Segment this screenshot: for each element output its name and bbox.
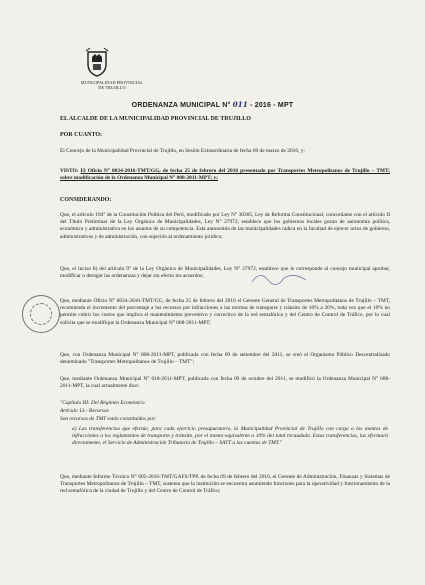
- municipality-name-line2: DE TRUJILLO: [98, 85, 126, 90]
- considerando-paragraph-6: Que, mediante Informe Técnico N° 005-2016-TMT/GAFS/TPP, de fecha 09 de febrero del 2016, el Gerente de Administración, Finanzas y Sistemas de Transportes Metropolitanos de Trujillo – TMT, sustenta que la institución se encuentra asumiendo funciones para la operatividad y funcionamiento de la red semafórica de la ciudad de Trujillo y del Centro de Control de Tráfico;: [60, 474, 390, 495]
- considerando-heading: CONSIDERANDO:: [60, 197, 112, 203]
- visto-label: VISTO:: [60, 168, 79, 174]
- municipality-name: [72, 80, 152, 90]
- chapter-heading: "Capítulo III: Del Régimen Económico: [60, 400, 145, 406]
- visto-text: El Oficio N° 0034-2016-TMT/GG, de fecha 25 de febrero del 2016 presentado por Transportes Metropolitanos de Trujillo – TMT; sobre modificación de la Ordenanza Municipal N° 008-2011-MPT; y;: [60, 168, 390, 182]
- municipality-name-line1: MUNICIPALIDAD PROVINCIAL: [80, 80, 144, 85]
- visto-paragraph: [60, 168, 390, 182]
- article-heading: Artículo 13.- Recursos: [60, 408, 109, 414]
- resources-item-a: a) Las transferencias que efectúe, para cada ejercicio presupuestario, la Municipalidad Provincial de Trujillo con cargo a los montos de infracciones a los reglamentos de transporte y tránsito, por el monto equivalente a 10% del total recaudado. Estas transferencias, las efectuará directamente, el Servicio de Administración Tributaria de Trujillo – SATT a las cuentas de TMT.": [72, 426, 388, 447]
- considerando-paragraph-1: Que, el artículo 194° de la Constitución Política del Perú, modificado por Ley N° 30305, Ley de Reforma Constitucional, concordante con el artículo II del Título Preliminar de la Ley Orgánica de Municipalidades, Ley N° 27972, establece que los gobiernos locales gozan de autonomía política, económica y administrativa en los asuntos de su competencia. Esta autonomía de las municipalidades radica en la facultad de ejercer actos de gobierno, administrativos y de administración, con sujeción al ordenamiento jurídico;: [60, 212, 390, 240]
- ordinance-title: [0, 100, 425, 109]
- considerando-paragraph-2: Que, el inciso 8) del artículo 9° de la Ley Orgánica de Municipalidades, Ley N° 27972, establece que le corresponde al concejo municipal aprobar, modificar o derogar las ordenanzas y dejar sin efecto los acuerdos;: [60, 266, 390, 280]
- ordinance-title-prefix: ORDENANZA MUNICIPAL N°: [131, 102, 231, 109]
- municipal-coat-of-arms-icon: [84, 48, 110, 78]
- considerando-paragraph-3: Que, mediante Oficio N° 0034-2016-TMT/GG, de fecha 25 de febrero del 2016 el Gerente General de Transportes Metropolitanos de Trujillo – TMT, recomienda el incremento del porcentaje a los recursos por infracciones a las normas de transporte y tránsito de 10% a 30%, toda vez que el 10% no permite cubrir los costos que implica el mantenimiento preventivo y correctivo de la red semafórica y del Centro de Control de Tráfico, por lo cual solicita que se modifique la Ordenanza Municipal N° 008-2011-MPT;: [60, 298, 390, 326]
- resources-intro: Son recursos de TMT están constituidos por:: [60, 416, 157, 422]
- ordinance-number: 011: [232, 100, 248, 109]
- ordinance-title-suffix: - 2016 - MPT: [250, 102, 294, 109]
- official-seal-stamp: [22, 295, 60, 333]
- considerando-paragraph-5: Que, mediante Ordenanza Municipal N° 018-2011-MPT, publicada con fecha 09 de octubre del 2011, se modificó la Ordenanza Municipal N° 008-2011-MPT, la cual actualmente dice:: [60, 376, 390, 390]
- por-cuanto-heading: POR CUANTO:: [60, 132, 103, 138]
- considerando-paragraph-4: Que, con Ordenanza Municipal N° 008-2011-MPT, publicada con fecha 09 de setiembre del 2011, se creó el Organismo Público Descentralizado denominado "Transportes Metropolitanos de Trujillo – TMT";: [60, 352, 390, 366]
- por-cuanto-paragraph: El Concejo de la Municipalidad Provincial de Trujillo, en Sesión Extraordinaria de fecha 09 de marzo de 2016, y;: [60, 148, 305, 154]
- handwritten-initials-mark: [250, 268, 310, 288]
- mayor-line: EL ALCALDE DE LA MUNICIPALIDAD PROVINCIAL DE TRUJILLO: [60, 116, 251, 122]
